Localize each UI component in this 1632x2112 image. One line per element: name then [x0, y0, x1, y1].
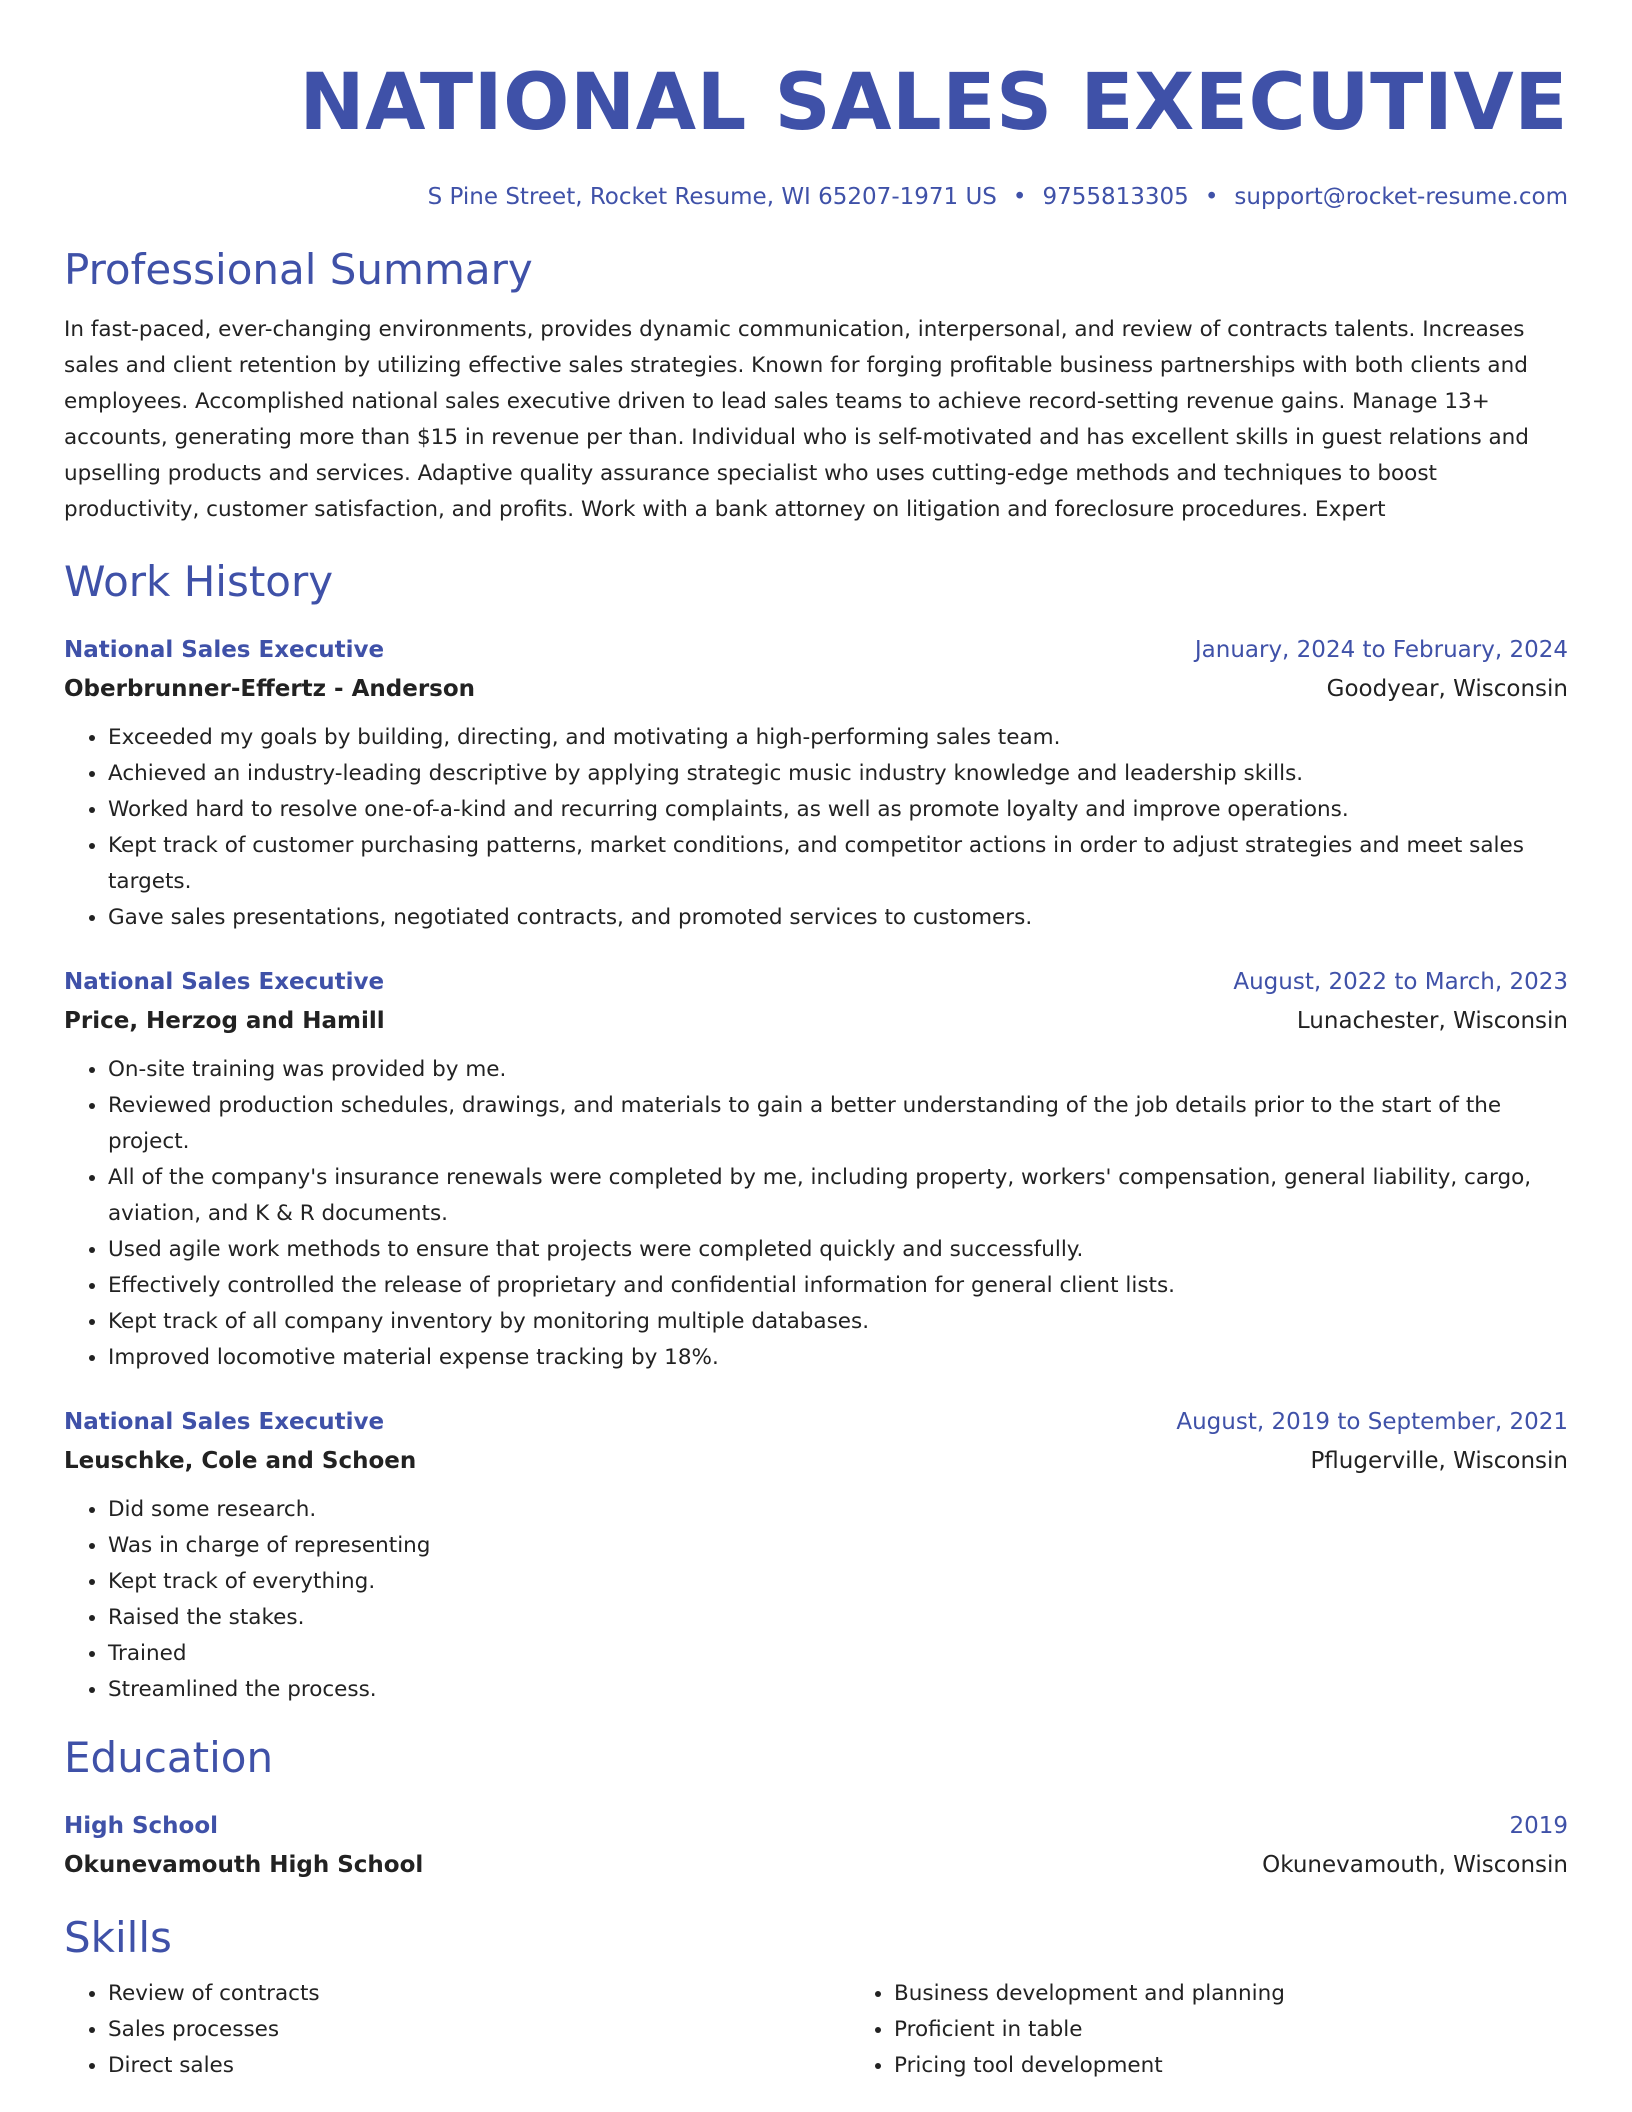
job-entry [64, 962, 1568, 1376]
list-item: • All of the company's insurance renewals were completed by me, including property, workers' compensation, general liability, cargo, aviation, and K & R documents. [108, 1160, 1568, 1232]
list-item: • Kept track of all company inventory by monitoring multiple databases. [108, 1304, 1568, 1340]
list-item: • Streamlined the process. [108, 1672, 1568, 1708]
section-title-work: Work History [64, 557, 334, 606]
list-item: • Business development and planning [894, 1976, 1285, 2012]
list-item: • Exceeded my goals by building, directing, and motivating a high-performing sales team. [108, 720, 1568, 756]
list-item: • Sales processes [108, 2012, 850, 2048]
list-item: • Effectively controlled the release of proprietary and confidential information for general client lists. [108, 1268, 1568, 1304]
job-location: Pflugerville, Wisconsin [1310, 1448, 1568, 1474]
job-dates: January, 2024 to February, 2024 [1194, 637, 1568, 663]
job-bullets [64, 1492, 1568, 1708]
job-entry [64, 630, 1568, 936]
list-item: • Reviewed production schedules, drawings, and materials to gain a better understanding of the job details prior to the start of the project. [108, 1088, 1568, 1160]
section-title-summary: Professional Summary [64, 245, 533, 294]
list-item: • Gave sales presentations, negotiated contracts, and promoted services to customers. [108, 900, 1568, 936]
list-item: • Kept track of everything. [108, 1564, 1568, 1600]
job-dates: August, 2019 to September, 2021 [1176, 1409, 1568, 1435]
job-location: Lunachester, Wisconsin [1296, 1008, 1568, 1034]
list-item: • Did some research. [108, 1492, 1568, 1528]
list-item: • Proficient in table [894, 2012, 1285, 2048]
summary-text: In fast-paced, ever-changing environments, provides dynamic communication, interpersonal, and review of contracts talents. Increases sales and client retention by utilizing effective sales strategies. Known for forging profitable business partnerships with both clients and employees. Accomplished national sales executive driven to lead sales teams to achieve record-setting revenue gains. Manage 13+ accounts, generating more than $15 in revenue per than. Individual who is self-motivated and has excellent skills in guest relations and upselling products and services. Adaptive quality assurance specialist who uses cutting-edge methods and techniques to boost productivity, customer satisfaction, and profits. Work with a bank attorney on litigation and foreclosure procedures. Expert [64, 317, 1529, 522]
job-company: Price, Herzog and Hamill [64, 1008, 385, 1034]
skills-column-2 [850, 1976, 1285, 2084]
list-item: • Kept track of customer purchasing patterns, market conditions, and competitor actions in order to adjust strategies and meet sales targets. [108, 828, 1568, 900]
section-title-education: Education [64, 1733, 274, 1782]
job-bullets [64, 1052, 1568, 1376]
education-entry [64, 1806, 1568, 1884]
list-item: • Review of contracts [108, 1976, 850, 2012]
skills-list [64, 1976, 1568, 2084]
page-title: NATIONAL SALES EXECUTIVE [299, 58, 1568, 148]
address: S Pine Street, Rocket Resume, WI 65207-1971 US [427, 184, 997, 210]
job-role: National Sales Executive [64, 637, 385, 663]
list-item: • On-site training was provided by me. [108, 1052, 1568, 1088]
list-item: • Direct sales [108, 2048, 850, 2084]
job-entry [64, 1402, 1568, 1708]
list-item: • Worked hard to resolve one-of-a-kind and recurring complaints, as well as promote loyalty and improve operations. [108, 792, 1568, 828]
contact-line [64, 180, 1568, 214]
list-item: • Pricing tool development [894, 2048, 1285, 2084]
job-bullets [64, 720, 1568, 936]
separator-dot: • [1012, 184, 1027, 210]
education-year: 2019 [1509, 1813, 1568, 1839]
list-item: • Trained [108, 1636, 1568, 1672]
job-location: Goodyear, Wisconsin [1326, 676, 1568, 702]
separator-dot: • [1204, 184, 1219, 210]
job-role: National Sales Executive [64, 969, 385, 995]
phone: 9755813305 [1042, 184, 1189, 210]
list-item: • Was in charge of representing [108, 1528, 1568, 1564]
resume-header [64, 0, 1568, 214]
section-title-skills: Skills [64, 1913, 172, 1962]
skills-column-1 [64, 1976, 850, 2084]
list-item: • Achieved an industry-leading descriptive by applying strategic music industry knowledge and leadership skills. [108, 756, 1568, 792]
job-company: Leuschke, Cole and Schoen [64, 1448, 417, 1474]
job-dates: August, 2022 to March, 2023 [1233, 969, 1568, 995]
list-item: • Used agile work methods to ensure that projects were completed quickly and successfully. [108, 1232, 1568, 1268]
education-location: Okunevamouth, Wisconsin [1262, 1852, 1568, 1878]
list-item: • Improved locomotive material expense tracking by 18%. [108, 1340, 1568, 1376]
job-role: National Sales Executive [64, 1409, 385, 1435]
email: support@rocket-resume.com [1234, 184, 1568, 210]
job-company: Oberbrunner-Effertz - Anderson [64, 676, 476, 702]
list-item: • Raised the stakes. [108, 1600, 1568, 1636]
education-school: Okunevamouth High School [64, 1852, 424, 1878]
education-degree: High School [64, 1813, 219, 1839]
